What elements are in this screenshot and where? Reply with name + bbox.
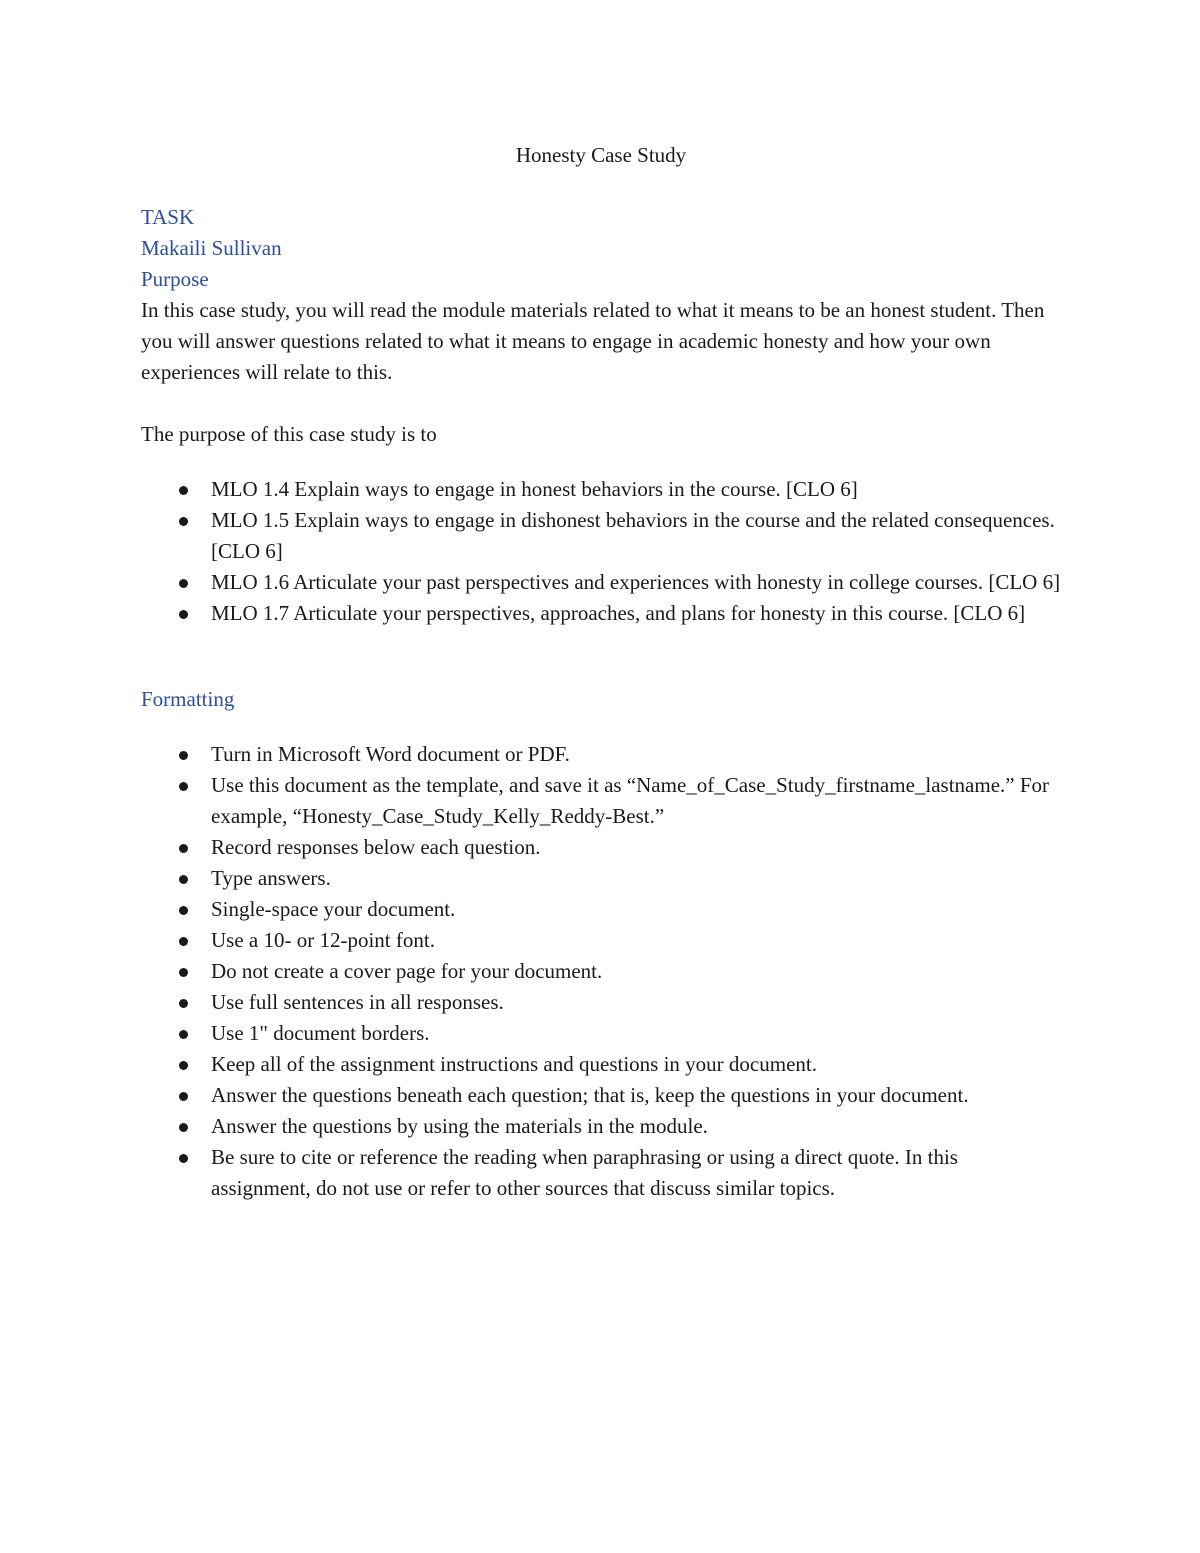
objectives-list — [141, 474, 1061, 629]
author-name: Makaili Sullivan — [141, 236, 282, 260]
objective-text: MLO 1.6 Articulate your past perspectives and experiences with honesty in college courses. [CLO 6] — [211, 570, 1061, 594]
formatting-text: Use full sentences in all responses. — [211, 990, 504, 1014]
task-label: TASK — [141, 205, 195, 229]
formatting-item — [141, 770, 1061, 832]
bullet-icon — [179, 937, 188, 946]
purpose-heading: Purpose — [141, 267, 209, 291]
bullet-icon — [179, 1030, 188, 1039]
bullet-icon — [179, 844, 188, 853]
bullet-icon — [179, 875, 188, 884]
bullet-icon — [179, 782, 188, 791]
formatting-item — [141, 832, 1061, 863]
bullet-icon — [179, 486, 188, 495]
formatting-heading: Formatting — [141, 687, 235, 711]
formatting-text: Record responses below each question. — [211, 835, 541, 859]
formatting-text: Keep all of the assignment instructions and questions in your document. — [211, 1052, 817, 1076]
formatting-text: Use a 10- or 12-point font. — [211, 928, 435, 952]
formatting-item — [141, 739, 1061, 770]
formatting-item — [141, 1111, 1061, 1142]
document-title: Honesty Case Study — [515, 143, 687, 167]
formatting-text: Use this document as the template, and save it as “Name_of_Case_Study_firstname_lastname.” For example, “Honesty_Case_Study_Kelly_Reddy-Best.” — [211, 773, 1050, 828]
formatting-item — [141, 1049, 1061, 1080]
bullet-icon — [179, 579, 188, 588]
formatting-item — [141, 1080, 1061, 1111]
bullet-icon — [179, 906, 188, 915]
formatting-list — [141, 739, 1061, 1204]
intro-paragraph: In this case study, you will read the module materials related to what it means to be an honest student. Then you will answer questions related to what it means to engage in academic honesty and how your own experiences will relate to this. — [141, 298, 1045, 384]
bullet-icon — [179, 1123, 188, 1132]
bullet-icon — [179, 968, 188, 977]
formatting-text: Type answers. — [211, 866, 331, 890]
formatting-item — [141, 987, 1061, 1018]
bullet-icon — [179, 1154, 188, 1163]
bullet-icon — [179, 1092, 188, 1101]
formatting-item — [141, 1142, 1061, 1204]
bullet-icon — [179, 751, 188, 760]
bullet-icon — [179, 517, 188, 526]
bullet-icon — [179, 1061, 188, 1070]
objective-item — [141, 598, 1061, 629]
objective-text: MLO 1.5 Explain ways to engage in dishonest behaviors in the course and the related consequences. [CLO 6] — [211, 508, 1055, 563]
formatting-item — [141, 863, 1061, 894]
objective-item — [141, 567, 1061, 598]
document-body — [141, 140, 1061, 1204]
formatting-item — [141, 894, 1061, 925]
formatting-text: Answer the questions by using the materials in the module. — [211, 1114, 708, 1138]
formatting-item — [141, 925, 1061, 956]
purpose-lead: The purpose of this case study is to — [141, 422, 437, 446]
objective-item — [141, 505, 1061, 567]
formatting-text: Single-space your document. — [211, 897, 456, 921]
objective-text: MLO 1.4 Explain ways to engage in honest behaviors in the course. [CLO 6] — [211, 477, 858, 501]
bullet-icon — [179, 999, 188, 1008]
formatting-text: Use 1" document borders. — [211, 1021, 430, 1045]
formatting-text: Turn in Microsoft Word document or PDF. — [211, 742, 570, 766]
bullet-icon — [179, 610, 188, 619]
formatting-text: Be sure to cite or reference the reading when paraphrasing or using a direct quote. In this assignment, do not use or refer to other sources that discuss similar topics. — [211, 1145, 958, 1200]
objective-item — [141, 474, 1061, 505]
objective-text: MLO 1.7 Articulate your perspectives, approaches, and plans for honesty in this course. [CLO 6] — [211, 601, 1026, 625]
formatting-text: Answer the questions beneath each question; that is, keep the questions in your document. — [211, 1083, 969, 1107]
formatting-item — [141, 1018, 1061, 1049]
formatting-item — [141, 956, 1061, 987]
formatting-text: Do not create a cover page for your document. — [211, 959, 603, 983]
